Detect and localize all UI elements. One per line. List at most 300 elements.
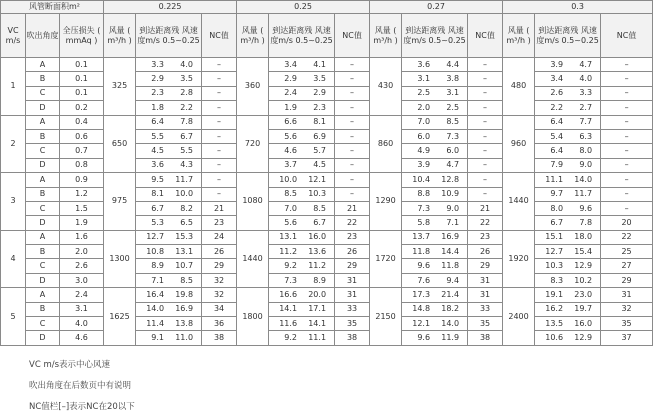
reach-far-value: 10.0	[175, 189, 194, 199]
reach-near-value: 6.0	[417, 131, 431, 141]
reach-cell	[136, 230, 202, 244]
reach-far-value: 9.4	[446, 275, 460, 285]
reach-near-value: 6.4	[550, 146, 564, 156]
reach-cell	[402, 101, 468, 115]
reach-near-value: 9.6	[417, 261, 431, 271]
nc-cell: 32	[601, 302, 653, 316]
reach-cell	[402, 302, 468, 316]
reach-cell	[535, 302, 601, 316]
reach-cell	[269, 245, 335, 259]
reach-far-value: 7.1	[446, 217, 460, 227]
reach-far-value: 11.8	[441, 261, 460, 271]
reach-cell	[136, 115, 202, 129]
reach-far-value: 14.0	[441, 318, 460, 328]
reach-near-value: 14.8	[412, 304, 431, 314]
reach-near-value: 2.4	[284, 88, 298, 98]
nc-cell: 26	[335, 245, 370, 259]
nc-cell: 29	[202, 259, 237, 273]
nc-cell: –	[335, 72, 370, 86]
nc-cell: –	[601, 86, 653, 100]
reach-near-value: 8.5	[284, 189, 298, 199]
nc-cell: 25	[601, 245, 653, 259]
reach-cell	[269, 144, 335, 158]
reach-cell	[136, 216, 202, 230]
reach-far-value: 12.9	[574, 333, 593, 343]
nc-cell: –	[601, 201, 653, 215]
nc-cell: 31	[468, 288, 503, 302]
reach-cell	[136, 273, 202, 287]
reach-far-value: 6.7	[313, 217, 327, 227]
reach-near-value: 10.4	[412, 174, 431, 184]
vc-cell: 5	[1, 288, 26, 346]
reach-near-value: 14.0	[146, 304, 165, 314]
reach-far-value: 14.4	[441, 246, 460, 256]
reach-cell	[136, 187, 202, 201]
reach-far-value: 4.7	[579, 59, 593, 69]
nc-cell: –	[202, 115, 237, 129]
nc-cell: –	[335, 115, 370, 129]
pressure-cell: 0.9	[60, 173, 104, 187]
pressure-cell: 0.1	[60, 58, 104, 72]
angle-cell: C	[26, 86, 60, 100]
reach-near-value: 12.7	[545, 246, 564, 256]
reach-far-value: 11.2	[308, 261, 327, 271]
reach-far-value: 5.5	[180, 146, 194, 156]
reach-cell	[269, 288, 335, 302]
pressure-cell: 1.6	[60, 230, 104, 244]
reach-cell	[136, 144, 202, 158]
reach-far-value: 12.9	[574, 261, 593, 271]
angle-cell: D	[26, 216, 60, 230]
nc-header: NC值	[601, 14, 653, 58]
reach-far-value: 16.0	[308, 232, 327, 242]
nc-cell: 22	[601, 230, 653, 244]
nc-cell: 38	[202, 331, 237, 345]
pressure-cell: 1.2	[60, 187, 104, 201]
reach-near-value: 12.7	[146, 232, 165, 242]
angle-cell: A	[26, 230, 60, 244]
vc-cell: 1	[1, 58, 26, 116]
nc-cell: –	[468, 72, 503, 86]
pressure-cell: 4.6	[60, 331, 104, 345]
nc-cell: –	[601, 187, 653, 201]
reach-cell	[402, 72, 468, 86]
nc-cell: –	[202, 72, 237, 86]
reach-far-value: 19.7	[574, 304, 593, 314]
nc-cell: 23	[335, 230, 370, 244]
reach-cell	[269, 230, 335, 244]
reach-near-value: 2.0	[417, 102, 431, 112]
reach-cell	[136, 259, 202, 273]
angle-cell: C	[26, 201, 60, 215]
reach-cell	[269, 158, 335, 172]
nc-cell: 33	[468, 302, 503, 316]
nc-cell: –	[202, 129, 237, 143]
reach-far-value: 3.3	[579, 88, 593, 98]
nc-cell: –	[601, 129, 653, 143]
airflow-cell: 975	[104, 173, 136, 231]
table-row	[1, 115, 653, 129]
reach-far-value: 11.7	[175, 174, 194, 184]
reach-near-value: 16.6	[279, 289, 298, 299]
nc-cell: –	[335, 187, 370, 201]
reach-cell	[269, 216, 335, 230]
reach-near-value: 6.7	[550, 217, 564, 227]
reach-near-value: 9.5	[151, 174, 165, 184]
angle-cell: C	[26, 317, 60, 331]
reach-near-value: 13.5	[545, 318, 564, 328]
nc-cell: 21	[468, 201, 503, 215]
pressure-cell: 4.0	[60, 317, 104, 331]
angle-cell: A	[26, 288, 60, 302]
reach-near-value: 11.4	[146, 318, 165, 328]
reach-near-value: 17.3	[412, 289, 431, 299]
reach-cell	[136, 302, 202, 316]
nc-cell: 20	[601, 216, 653, 230]
reach-far-value: 7.8	[180, 117, 194, 127]
reach-near-value: 11.6	[279, 318, 298, 328]
reach-far-value: 4.4	[446, 59, 460, 69]
reach-far-value: 11.7	[574, 189, 593, 199]
reach-far-value: 2.7	[579, 102, 593, 112]
reach-far-value: 3.5	[313, 74, 327, 84]
angle-cell: D	[26, 331, 60, 345]
nc-cell: –	[468, 144, 503, 158]
reach-cell	[535, 173, 601, 187]
reach-cell	[269, 72, 335, 86]
area-3-header: 0.3	[503, 1, 653, 14]
reach-near-value: 16.4	[146, 289, 165, 299]
reach-cell	[269, 129, 335, 143]
reach-cell	[136, 158, 202, 172]
reach-cell	[136, 288, 202, 302]
angle-cell: B	[26, 245, 60, 259]
pressure-cell: 3.1	[60, 302, 104, 316]
reach-far-value: 9.0	[579, 160, 593, 170]
area-1-header: 0.25	[237, 1, 370, 14]
reach-cell	[136, 245, 202, 259]
reach-near-value: 8.8	[417, 189, 431, 199]
table-row	[1, 129, 653, 143]
reach-near-value: 10.8	[146, 246, 165, 256]
angle-cell: B	[26, 187, 60, 201]
nc-cell: –	[601, 115, 653, 129]
reach-far-value: 4.7	[446, 160, 460, 170]
reach-far-value: 4.0	[579, 74, 593, 84]
nc-cell: –	[335, 158, 370, 172]
reach-far-value: 3.1	[446, 88, 460, 98]
nc-cell: 37	[601, 331, 653, 345]
reach-near-value: 1.9	[284, 102, 298, 112]
reach-near-value: 10.0	[279, 174, 298, 184]
reach-near-value: 5.5	[151, 131, 165, 141]
reach-cell	[269, 201, 335, 215]
reach-far-value: 20.0	[308, 289, 327, 299]
vc-header: VC m/s	[1, 14, 26, 58]
reach-near-value: 5.3	[151, 217, 165, 227]
airflow-header: 风量 ( m³/h )	[503, 14, 535, 58]
reach-cell	[269, 101, 335, 115]
nc-cell: 23	[468, 230, 503, 244]
reach-near-value: 3.6	[417, 59, 431, 69]
pressure-cell: 0.7	[60, 144, 104, 158]
reach-near-value: 3.7	[284, 160, 298, 170]
reach-cell	[269, 331, 335, 345]
nc-cell: 31	[335, 273, 370, 287]
reach-near-value: 6.4	[151, 117, 165, 127]
airflow-cell: 1300	[104, 230, 136, 288]
pressure-cell: 0.8	[60, 158, 104, 172]
airflow-cell: 1920	[503, 230, 535, 288]
reach-near-value: 5.4	[550, 131, 564, 141]
reach-cell	[402, 115, 468, 129]
nc-cell: –	[202, 101, 237, 115]
nc-cell: –	[202, 58, 237, 72]
reach-cell	[535, 72, 601, 86]
reach-cell	[402, 86, 468, 100]
nc-cell: –	[335, 101, 370, 115]
nc-cell: 27	[601, 259, 653, 273]
table-row	[1, 173, 653, 187]
reach-near-value: 8.1	[151, 189, 165, 199]
nc-cell: 33	[335, 302, 370, 316]
nc-cell: 31	[335, 288, 370, 302]
reach-cell	[535, 187, 601, 201]
angle-cell: A	[26, 58, 60, 72]
reach-far-value: 15.3	[175, 232, 194, 242]
reach-far-value: 10.3	[308, 189, 327, 199]
reach-far-value: 18.2	[441, 304, 460, 314]
airflow-cell: 1720	[370, 230, 402, 288]
reach-far-value: 17.1	[308, 304, 327, 314]
reach-far-value: 12.8	[441, 174, 460, 184]
pressure-cell: 0.1	[60, 86, 104, 100]
nc-cell: 34	[202, 302, 237, 316]
angle-cell: C	[26, 144, 60, 158]
reach-near-value: 1.8	[151, 102, 165, 112]
reach-far-value: 9.0	[446, 203, 460, 213]
nc-cell: –	[601, 173, 653, 187]
reach-near-value: 7.9	[550, 160, 564, 170]
nc-cell: –	[468, 86, 503, 100]
reach-header: 到达距离残 风速度m/s 0.5~0.25	[269, 14, 335, 58]
reach-far-value: 8.5	[313, 203, 327, 213]
airflow-header: 风量 ( m³/h )	[104, 14, 136, 58]
reach-far-value: 10.9	[441, 189, 460, 199]
nc-cell: 32	[202, 273, 237, 287]
reach-header: 到达距离残 风速度m/s 0.5~0.25	[402, 14, 468, 58]
angle-cell: B	[26, 302, 60, 316]
reach-cell	[402, 273, 468, 287]
reach-far-value: 23.0	[574, 289, 593, 299]
nc-cell: 36	[202, 317, 237, 331]
reach-near-value: 9.1	[151, 333, 165, 343]
reach-cell	[535, 86, 601, 100]
table-row	[1, 72, 653, 86]
reach-cell	[269, 273, 335, 287]
airflow-cell: 650	[104, 115, 136, 173]
table-row	[1, 201, 653, 215]
reach-cell	[136, 129, 202, 143]
reach-far-value: 2.9	[313, 88, 327, 98]
reach-cell	[136, 331, 202, 345]
reach-near-value: 13.1	[279, 232, 298, 242]
airflow-cell: 325	[104, 58, 136, 116]
reach-cell	[402, 144, 468, 158]
reach-near-value: 14.1	[279, 304, 298, 314]
table-row	[1, 288, 653, 302]
reach-cell	[402, 158, 468, 172]
airflow-cell: 1625	[104, 288, 136, 346]
nc-cell: –	[601, 144, 653, 158]
reach-near-value: 8.0	[550, 203, 564, 213]
reach-far-value: 13.6	[308, 246, 327, 256]
reach-cell	[535, 317, 601, 331]
reach-near-value: 7.6	[417, 275, 431, 285]
angle-cell: A	[26, 173, 60, 187]
nc-cell: 35	[468, 317, 503, 331]
reach-cell	[269, 317, 335, 331]
nc-cell: –	[601, 58, 653, 72]
reach-near-value: 7.1	[151, 275, 165, 285]
reach-near-value: 9.6	[417, 333, 431, 343]
pressure-cell: 2.4	[60, 288, 104, 302]
reach-header: 到达距离残 风速度m/s 0.5~0.25	[136, 14, 202, 58]
reach-far-value: 18.0	[574, 232, 593, 242]
nc-cell: 26	[202, 245, 237, 259]
reach-cell	[535, 331, 601, 345]
reach-cell	[535, 115, 601, 129]
nc-cell: –	[468, 158, 503, 172]
table-row	[1, 216, 653, 230]
nc-cell: –	[468, 58, 503, 72]
reach-far-value: 13.8	[175, 318, 194, 328]
reach-cell	[402, 58, 468, 72]
nc-cell: –	[202, 144, 237, 158]
reach-near-value: 6.6	[284, 117, 298, 127]
pressure-cell: 0.1	[60, 72, 104, 86]
area-header: 风管断面积m²	[1, 1, 104, 14]
reach-far-value: 6.9	[313, 131, 327, 141]
reach-near-value: 13.7	[412, 232, 431, 242]
nc-cell: 29	[468, 259, 503, 273]
nc-cell: –	[202, 173, 237, 187]
nc-cell: –	[335, 86, 370, 100]
table-row	[1, 230, 653, 244]
reach-far-value: 8.2	[180, 203, 194, 213]
airflow-cell: 480	[503, 58, 535, 116]
reach-far-value: 16.0	[574, 318, 593, 328]
reach-near-value: 7.3	[417, 203, 431, 213]
reach-near-value: 2.9	[284, 74, 298, 84]
reach-cell	[269, 115, 335, 129]
reach-cell	[535, 129, 601, 143]
nc-cell: –	[601, 101, 653, 115]
table-row	[1, 144, 653, 158]
nc-cell: 35	[601, 317, 653, 331]
reach-far-value: 16.9	[441, 232, 460, 242]
nc-cell: 31	[601, 288, 653, 302]
reach-near-value: 2.3	[151, 88, 165, 98]
area-0-header: 0.225	[104, 1, 237, 14]
reach-near-value: 3.9	[550, 59, 564, 69]
reach-cell	[136, 317, 202, 331]
reach-near-value: 3.3	[151, 59, 165, 69]
airflow-cell: 430	[370, 58, 402, 116]
reach-far-value: 5.7	[313, 146, 327, 156]
reach-far-value: 8.5	[180, 275, 194, 285]
reach-cell	[269, 173, 335, 187]
table-row	[1, 187, 653, 201]
reach-near-value: 8.9	[151, 261, 165, 271]
airflow-header: 风量 ( m³/h )	[370, 14, 402, 58]
reach-near-value: 3.4	[550, 74, 564, 84]
nc-cell: –	[335, 144, 370, 158]
reach-near-value: 5.6	[284, 217, 298, 227]
vc-cell: 3	[1, 173, 26, 231]
reach-near-value: 3.1	[417, 74, 431, 84]
reach-cell	[402, 331, 468, 345]
reach-cell	[535, 288, 601, 302]
reach-far-value: 4.1	[313, 59, 327, 69]
reach-near-value: 10.6	[545, 333, 564, 343]
reach-far-value: 7.7	[579, 117, 593, 127]
reach-near-value: 11.2	[279, 246, 298, 256]
angle-cell: D	[26, 158, 60, 172]
reach-near-value: 9.2	[284, 261, 298, 271]
nc-cell: 26	[468, 245, 503, 259]
reach-near-value: 3.9	[417, 160, 431, 170]
reach-cell	[136, 58, 202, 72]
pressure-cell: 3.0	[60, 273, 104, 287]
reach-cell	[136, 101, 202, 115]
airflow-cell: 1440	[503, 173, 535, 231]
reach-far-value: 3.5	[180, 74, 194, 84]
nc-cell: 21	[202, 201, 237, 215]
nc-cell: –	[202, 86, 237, 100]
reach-header: 到达距离残 风速度m/s 0.5~0.25	[535, 14, 601, 58]
reach-far-value: 4.0	[180, 59, 194, 69]
reach-cell	[402, 173, 468, 187]
reach-cell	[136, 201, 202, 215]
reach-far-value: 2.2	[180, 102, 194, 112]
reach-far-value: 15.4	[574, 246, 593, 256]
reach-cell	[402, 129, 468, 143]
nc-cell: 22	[468, 216, 503, 230]
reach-far-value: 8.0	[579, 146, 593, 156]
reach-near-value: 3.6	[151, 160, 165, 170]
nc-cell: 24	[202, 230, 237, 244]
reach-near-value: 5.8	[417, 217, 431, 227]
nc-cell: 32	[202, 288, 237, 302]
vc-cell: 4	[1, 230, 26, 288]
reach-cell	[535, 216, 601, 230]
nc-cell: 31	[468, 273, 503, 287]
footnote: 吹出角度在后数页中有说明	[29, 381, 132, 391]
nc-cell: 29	[335, 259, 370, 273]
reach-near-value: 5.6	[284, 131, 298, 141]
reach-cell	[269, 86, 335, 100]
table-row	[1, 331, 653, 345]
reach-far-value: 6.5	[180, 217, 194, 227]
pressure-cell: 0.6	[60, 129, 104, 143]
reach-cell	[402, 245, 468, 259]
table-body	[1, 58, 653, 346]
footnotes	[29, 355, 135, 418]
reach-cell	[402, 187, 468, 201]
airflow-cell: 1440	[237, 230, 269, 288]
nc-cell: –	[468, 173, 503, 187]
